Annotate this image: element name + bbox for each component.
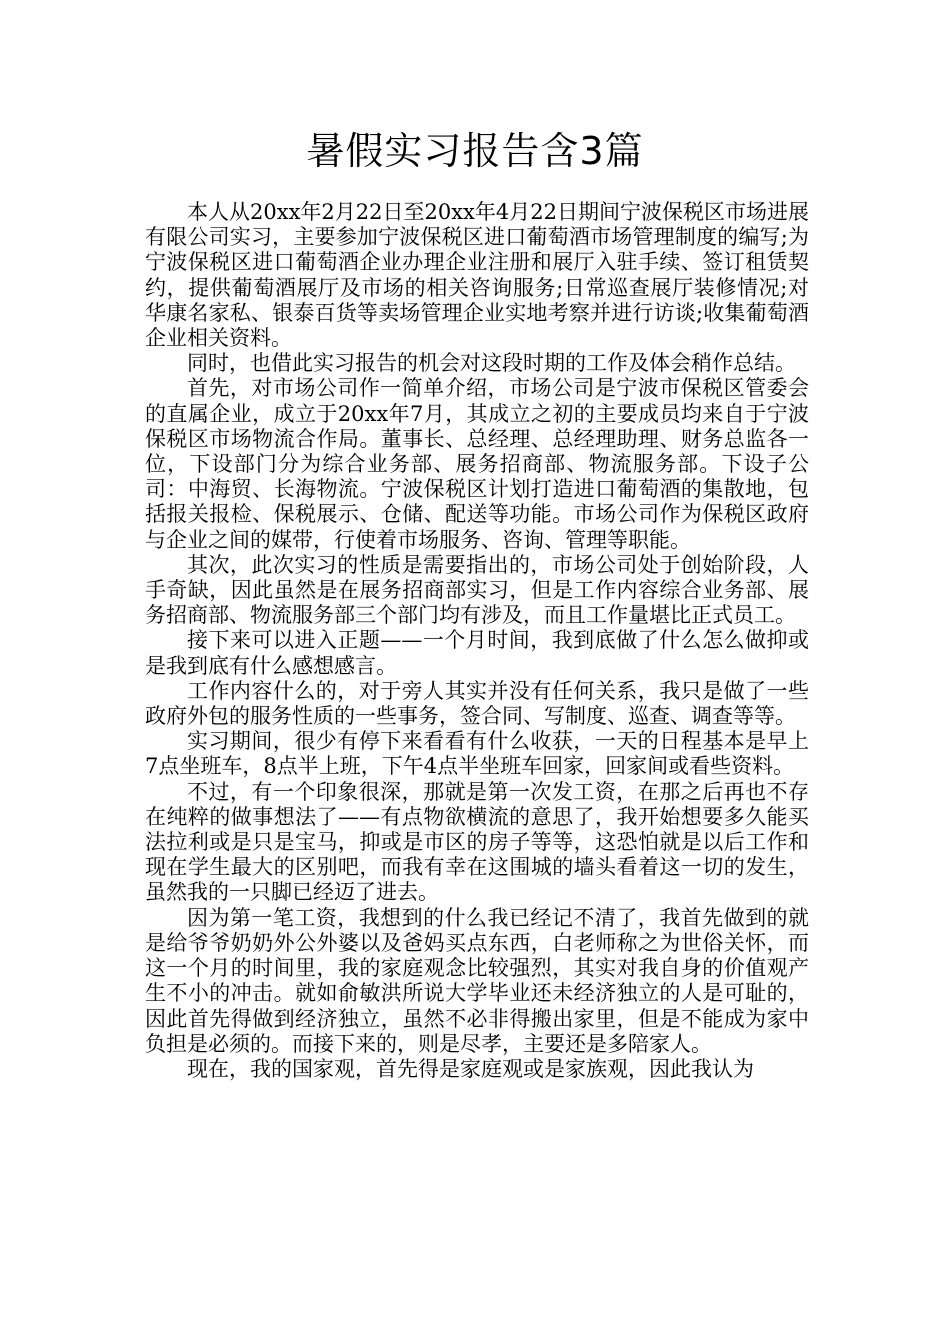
paragraph-7: 实习期间，很少有停下来看看有什么收获，一天的日程基本是早上7点坐班车，8点半上班，下午4点半坐班车回家，回家间或看些资料。	[145, 729, 809, 779]
document-title: 暑假实习报告含3篇	[306, 129, 644, 173]
document-body	[145, 200, 809, 1082]
paragraph-6: 工作内容什么的，对于旁人其实并没有任何关系，我只是做了一些政府外包的服务性质的一些事务，签合同、写制度、巡查、调查等等。	[145, 678, 809, 729]
paragraph-1: 本人从20xx年2月22日至20xx年4月22日期间宁波保税区市场进展有限公司实习，主要参加宁波保税区进口葡萄酒市场管理制度的编写;为宁波保税区进口葡萄酒企业办理企业注册和展厅入驻手续、签订租赁契约，提供葡萄酒展厅及市场的相关咨询服务;日常巡查展厅装修情况;对华康名家私、银泰百货等卖场管理企业实地考察并进行访谈;收集葡萄酒企业相关资料。	[145, 200, 809, 351]
paragraph-8: 不过，有一个印象很深，那就是第一次发工资，在那之后再也不存在纯粹的做事想法了——有点物欲横流的意思了，我开始想要多久能买法拉利或是只是宝马，抑或是市区的房子等等，这恐怕就是以后工作和现在学生最大的区别吧，而我有幸在这围城的墙头看着这一切的发生，虽然我的一只脚已经迈了进去。	[145, 779, 809, 905]
paragraph-5: 接下来可以进入正题——一个月时间，我到底做了什么怎么做抑或是我到底有什么感想感言。	[145, 628, 809, 678]
paragraph-4: 其次，此次实习的性质是需要指出的，市场公司处于创始阶段，人手奇缺，因此虽然是在展务招商部实习，但是工作内容综合业务部、展务招商部、物流服务部三个部门均有涉及，而且工作量堪比正式员工。	[145, 552, 809, 628]
paragraph-2: 同时，也借此实习报告的机会对这段时期的工作及体会稍作总结。	[187, 351, 796, 376]
paragraph-10: 现在，我的国家观，首先得是家庭观或是家族观，因此我认为	[187, 1056, 754, 1081]
paragraph-3: 首先，对市场公司作一简单介绍，市场公司是宁波市保税区管委会的直属企业，成立于20xx年7月，其成立之初的主要成员均来自于宁波保税区市场物流合作局。董事长、总经理、总经理助理、财务总监各一位，下设部门分为综合业务部、展务招商部、物流服务部。下设子公司：中海贸、长海物流。宁波保税区计划打造进口葡萄酒的集散地，包括报关报检、保税展示、仓储、配送等功能。市场公司作为保税区政府与企业之间的媒带，行使着市场服务、咨询、管理等职能。	[145, 376, 809, 552]
paragraph-9: 因为第一笔工资，我想到的什么我已经记不清了，我首先做到的就是给爷爷奶奶外公外婆以及爸妈买点东西，白老师称之为世俗关怀，而这一个月的时间里，我的家庭观念比较强烈，其实对我自身的价值观产生不小的冲击。就如俞敏洪所说大学毕业还未经济独立的人是可耻的，因此首先得做到经济独立，虽然不必非得搬出家里，但是不能成为家中负担是必须的。而接下来的，则是尽孝，主要还是多陪家人。	[145, 905, 809, 1056]
